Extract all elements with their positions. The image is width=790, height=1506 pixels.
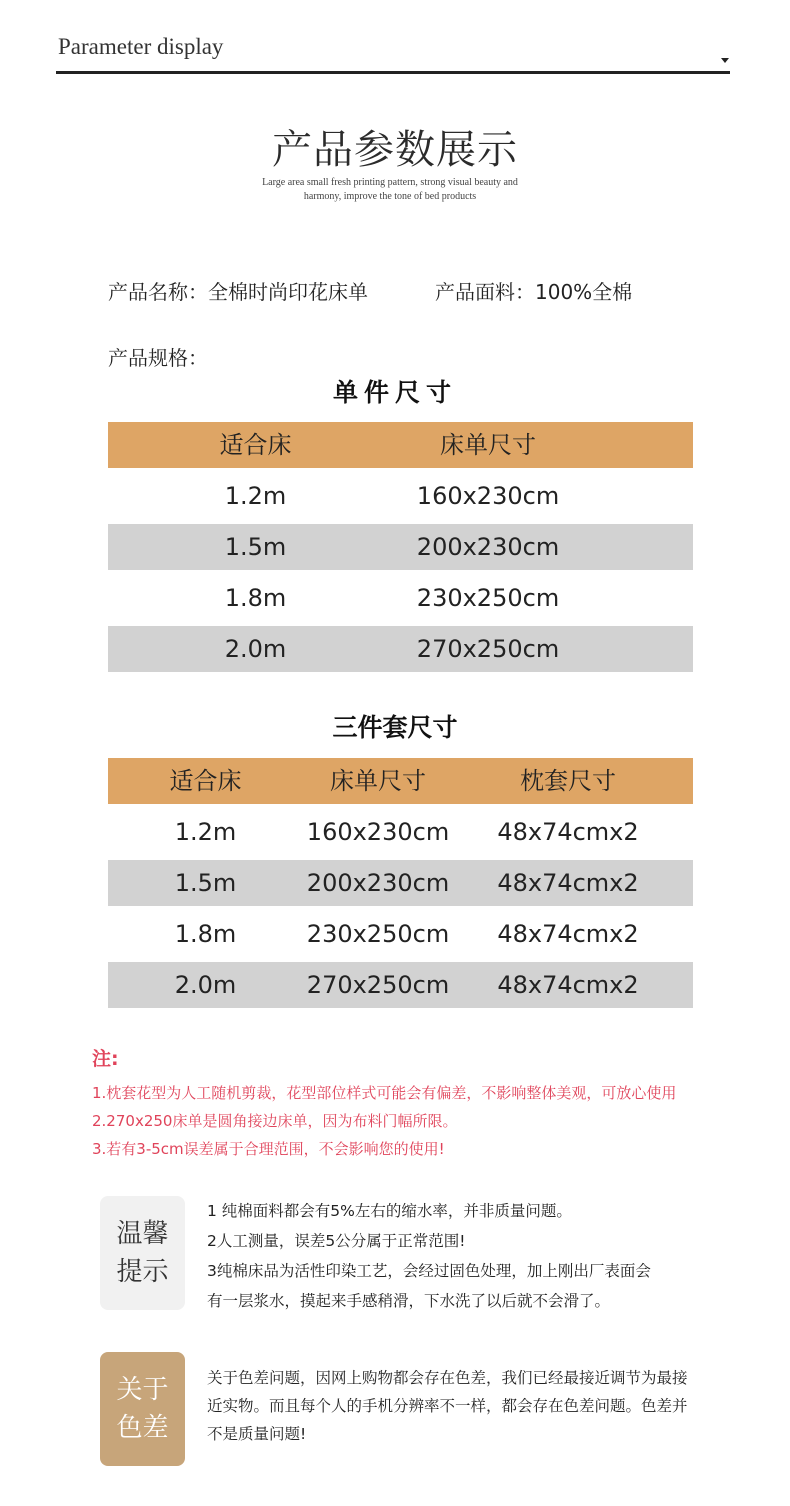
- table-cell: 200x230cm: [306, 869, 450, 897]
- divider: [56, 71, 730, 74]
- note-line: 3.若有3-5cm误差属于合理范围，不会影响您的使用!: [92, 1140, 445, 1158]
- table-cell: 1.8m: [224, 584, 287, 612]
- subtitle-line: harmony, improve the tone of bed products: [303, 191, 477, 202]
- badge-text: 提示: [116, 1257, 169, 1287]
- subtitle-line: Large area small fresh printing pattern, strong visual beauty and: [262, 177, 518, 188]
- note-line: 1.枕套花型为人工随机剪裁，花型部位样式可能会有偏差，不影响整体美观，可放心使用: [92, 1084, 677, 1102]
- tips-badge: [100, 1196, 185, 1310]
- table-cell: 160x230cm: [416, 482, 560, 510]
- table-cell: 48x74cmx2: [497, 818, 639, 846]
- product-name: 产品名称：全棉时尚印花床单: [108, 280, 368, 304]
- set-size-table: [108, 758, 693, 1008]
- table-cell: 48x74cmx2: [497, 869, 639, 897]
- table-cell: 1.5m: [224, 533, 287, 561]
- badge-text: 色差: [116, 1413, 169, 1443]
- notes-title: 注:: [92, 1048, 119, 1070]
- table-cell: 200x230cm: [416, 533, 560, 561]
- header-cell: 床单尺寸: [330, 767, 426, 795]
- table-cell: 270x250cm: [416, 635, 560, 663]
- section-title: Parameter display: [58, 34, 224, 59]
- table-cell: 1.5m: [174, 869, 237, 897]
- table-cell: 48x74cmx2: [497, 920, 639, 948]
- header-cell: 适合床: [169, 767, 242, 795]
- notes-block: [92, 1044, 676, 1163]
- single-size-table: [108, 422, 693, 672]
- tip-line: 2人工测量，误差5公分属于正常范围!: [207, 1232, 466, 1250]
- table-cell: 2.0m: [224, 635, 287, 663]
- table-cell: 48x74cmx2: [497, 971, 639, 999]
- single-size-title: 单件尺寸: [332, 378, 457, 407]
- table-row: [108, 626, 693, 672]
- table-row: [108, 575, 693, 621]
- table-cell: 230x250cm: [416, 584, 560, 612]
- color-diff-line: 不是质量问题!: [207, 1425, 307, 1443]
- table-cell: 2.0m: [174, 971, 237, 999]
- color-diff-text: [207, 1364, 717, 1448]
- page-title: 产品参数展示: [272, 127, 518, 173]
- color-diff-badge: [100, 1352, 185, 1466]
- tip-line: 1 纯棉面料都会有5%左右的缩水率，并非质量问题。: [207, 1202, 572, 1220]
- table-cell: 160x230cm: [306, 818, 450, 846]
- table-cell: 230x250cm: [306, 920, 450, 948]
- product-spec-label: 产品规格：: [108, 346, 208, 370]
- table-cell: 1.8m: [174, 920, 237, 948]
- table-row: [108, 809, 693, 855]
- table-cell: 270x250cm: [306, 971, 450, 999]
- table-row: [108, 962, 693, 1008]
- table-row: [108, 860, 693, 906]
- tips-text: [207, 1196, 717, 1316]
- tip-line: 有一层浆水，摸起来手感稍滑，下水洗了以后就不会滑了。: [207, 1292, 611, 1310]
- badge-text: 关于: [116, 1375, 169, 1405]
- set-size-title: 三件套尺寸: [332, 713, 458, 742]
- header-cell: 适合床: [219, 431, 292, 459]
- chevron-down-icon[interactable]: [721, 58, 729, 63]
- table-row: [108, 911, 693, 957]
- color-diff-line: 近实物。而且每个人的手机分辨率不一样，都会存在色差问题。色差并: [207, 1397, 688, 1415]
- page-subtitle: [245, 176, 535, 204]
- badge-text: 温馨: [116, 1219, 169, 1249]
- table-row: [108, 473, 693, 519]
- header-cell: 枕套尺寸: [520, 767, 616, 795]
- tip-line: 3纯棉床品为活性印染工艺，会经过固色处理，加上刚出厂表面会: [207, 1262, 651, 1280]
- table-cell: 1.2m: [174, 818, 237, 846]
- header-cell: 床单尺寸: [440, 431, 536, 459]
- table-header-row: [108, 422, 693, 468]
- product-fabric: 产品面料：100%全棉: [435, 280, 633, 304]
- table-row: [108, 524, 693, 570]
- color-diff-line: 关于色差问题，因网上购物都会存在色差，我们已经最接近调节为最接: [207, 1369, 688, 1387]
- table-cell: 1.2m: [224, 482, 287, 510]
- table-header-row: [108, 758, 693, 804]
- note-line: 2.270x250床单是圆角接边床单，因为布料门幅所限。: [92, 1112, 458, 1130]
